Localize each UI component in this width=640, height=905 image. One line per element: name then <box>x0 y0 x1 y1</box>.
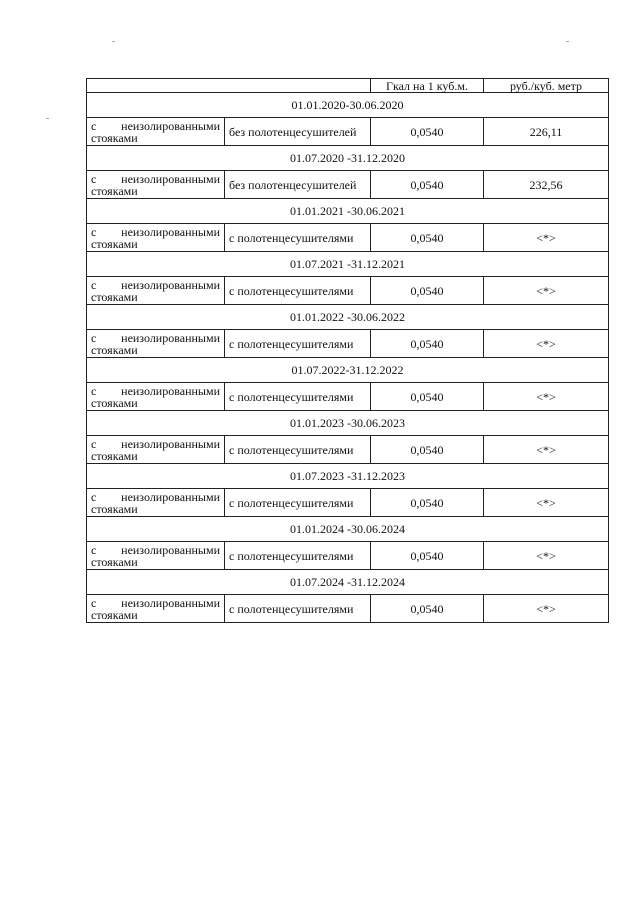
towel-dryer-cell: без полотенцесушителей <box>225 171 371 199</box>
riser-type-word: неизолированными <box>121 595 220 610</box>
towel-dryer-cell: с полотенцесушителями <box>225 224 371 252</box>
riser-type-cell <box>87 277 225 305</box>
gcal-value-cell: 0,0540 <box>371 330 484 358</box>
period-row <box>87 464 609 489</box>
riser-type-word: неизолированными <box>121 171 220 186</box>
gcal-value-cell: 0,0540 <box>371 171 484 199</box>
rub-value-cell: <*> <box>484 330 609 358</box>
riser-type-line2: стояками <box>91 448 138 463</box>
gcal-value-cell: 0,0540 <box>371 489 484 517</box>
period-row <box>87 146 609 171</box>
header-blank-cell <box>87 79 371 93</box>
towel-dryer-cell: с полотенцесушителями <box>225 330 371 358</box>
riser-type-word: неизолированными <box>121 489 220 504</box>
towel-dryer-cell: без полотенцесушителей <box>225 118 371 146</box>
period-row <box>87 199 609 224</box>
riser-type-cell <box>87 542 225 570</box>
table-header-row <box>87 79 609 93</box>
rub-value-cell: <*> <box>484 383 609 411</box>
period-label: 01.07.2023 -31.12.2023 <box>87 464 609 489</box>
scan-speck <box>46 118 49 119</box>
period-label: 01.07.2022-31.12.2022 <box>87 358 609 383</box>
rub-value-cell: <*> <box>484 436 609 464</box>
scan-speck <box>566 41 569 42</box>
gcal-value-cell: 0,0540 <box>371 277 484 305</box>
table-row <box>87 542 609 570</box>
scan-speck <box>112 41 115 42</box>
riser-type-line2: стояками <box>91 395 138 410</box>
riser-type-prefix: с <box>91 436 97 451</box>
period-row <box>87 252 609 277</box>
gcal-value-cell: 0,0540 <box>371 224 484 252</box>
gcal-value-cell: 0,0540 <box>371 542 484 570</box>
rub-value-cell: <*> <box>484 542 609 570</box>
table-row <box>87 277 609 305</box>
gcal-value-cell: 0,0540 <box>371 595 484 623</box>
table-row <box>87 489 609 517</box>
riser-type-cell <box>87 118 225 146</box>
rub-value-cell: <*> <box>484 277 609 305</box>
riser-type-line2: стояками <box>91 183 138 198</box>
riser-type-line2: стояками <box>91 130 138 145</box>
towel-dryer-cell: с полотенцесушителями <box>225 595 371 623</box>
riser-type-line2: стояками <box>91 236 138 251</box>
riser-type-prefix: с <box>91 277 97 292</box>
riser-type-word: неизолированными <box>121 118 220 133</box>
riser-type-word: неизолированными <box>121 383 220 398</box>
towel-dryer-cell: с полотенцесушителями <box>225 277 371 305</box>
riser-type-prefix: с <box>91 330 97 345</box>
riser-type-word: неизолированными <box>121 330 220 345</box>
towel-dryer-cell: с полотенцесушителями <box>225 383 371 411</box>
riser-type-cell <box>87 383 225 411</box>
towel-dryer-cell: с полотенцесушителями <box>225 436 371 464</box>
header-rub-per-m3: руб./куб. метр <box>484 79 609 93</box>
period-row <box>87 358 609 383</box>
period-row <box>87 570 609 595</box>
riser-type-word: неизолированными <box>121 436 220 451</box>
rub-value-cell: <*> <box>484 224 609 252</box>
rub-value-cell: 232,56 <box>484 171 609 199</box>
period-row <box>87 411 609 436</box>
riser-type-cell <box>87 330 225 358</box>
rub-value-cell: 226,11 <box>484 118 609 146</box>
period-label: 01.01.2021 -30.06.2021 <box>87 199 609 224</box>
riser-type-line2: стояками <box>91 554 138 569</box>
period-label: 01.01.2023 -30.06.2023 <box>87 411 609 436</box>
gcal-value-cell: 0,0540 <box>371 118 484 146</box>
period-label: 01.01.2022 -30.06.2022 <box>87 305 609 330</box>
riser-type-cell <box>87 224 225 252</box>
riser-type-prefix: с <box>91 118 97 133</box>
rub-value-cell: <*> <box>484 489 609 517</box>
riser-type-line2: стояками <box>91 289 138 304</box>
riser-type-line2: стояками <box>91 342 138 357</box>
table-row <box>87 595 609 623</box>
header-gcal-per-m3: Гкал на 1 куб.м. <box>371 79 484 93</box>
period-row <box>87 517 609 542</box>
riser-type-cell <box>87 595 225 623</box>
gcal-value-cell: 0,0540 <box>371 436 484 464</box>
period-label: 01.01.2024 -30.06.2024 <box>87 517 609 542</box>
riser-type-prefix: с <box>91 489 97 504</box>
riser-type-cell <box>87 171 225 199</box>
table-row <box>87 330 609 358</box>
period-label: 01.07.2024 -31.12.2024 <box>87 570 609 595</box>
towel-dryer-cell: с полотенцесушителями <box>225 489 371 517</box>
riser-type-prefix: с <box>91 383 97 398</box>
table-row <box>87 171 609 199</box>
period-row <box>87 93 609 118</box>
riser-type-prefix: с <box>91 224 97 239</box>
riser-type-word: неизолированными <box>121 224 220 239</box>
riser-type-prefix: с <box>91 171 97 186</box>
riser-type-prefix: с <box>91 595 97 610</box>
table-row <box>87 224 609 252</box>
period-label: 01.07.2021 -31.12.2021 <box>87 252 609 277</box>
period-label: 01.01.2020-30.06.2020 <box>87 93 609 118</box>
table-row <box>87 118 609 146</box>
riser-type-line2: стояками <box>91 501 138 516</box>
gcal-value-cell: 0,0540 <box>371 383 484 411</box>
rub-value-cell: <*> <box>484 595 609 623</box>
period-label: 01.07.2020 -31.12.2020 <box>87 146 609 171</box>
table-row <box>87 436 609 464</box>
riser-type-prefix: с <box>91 542 97 557</box>
riser-type-line2: стояками <box>91 607 138 622</box>
riser-type-cell <box>87 436 225 464</box>
riser-type-word: неизолированными <box>121 277 220 292</box>
riser-type-word: неизолированными <box>121 542 220 557</box>
riser-type-cell <box>87 489 225 517</box>
period-row <box>87 305 609 330</box>
tariff-table <box>86 78 609 623</box>
tariff-table-body <box>87 79 609 623</box>
table-row <box>87 383 609 411</box>
towel-dryer-cell: с полотенцесушителями <box>225 542 371 570</box>
